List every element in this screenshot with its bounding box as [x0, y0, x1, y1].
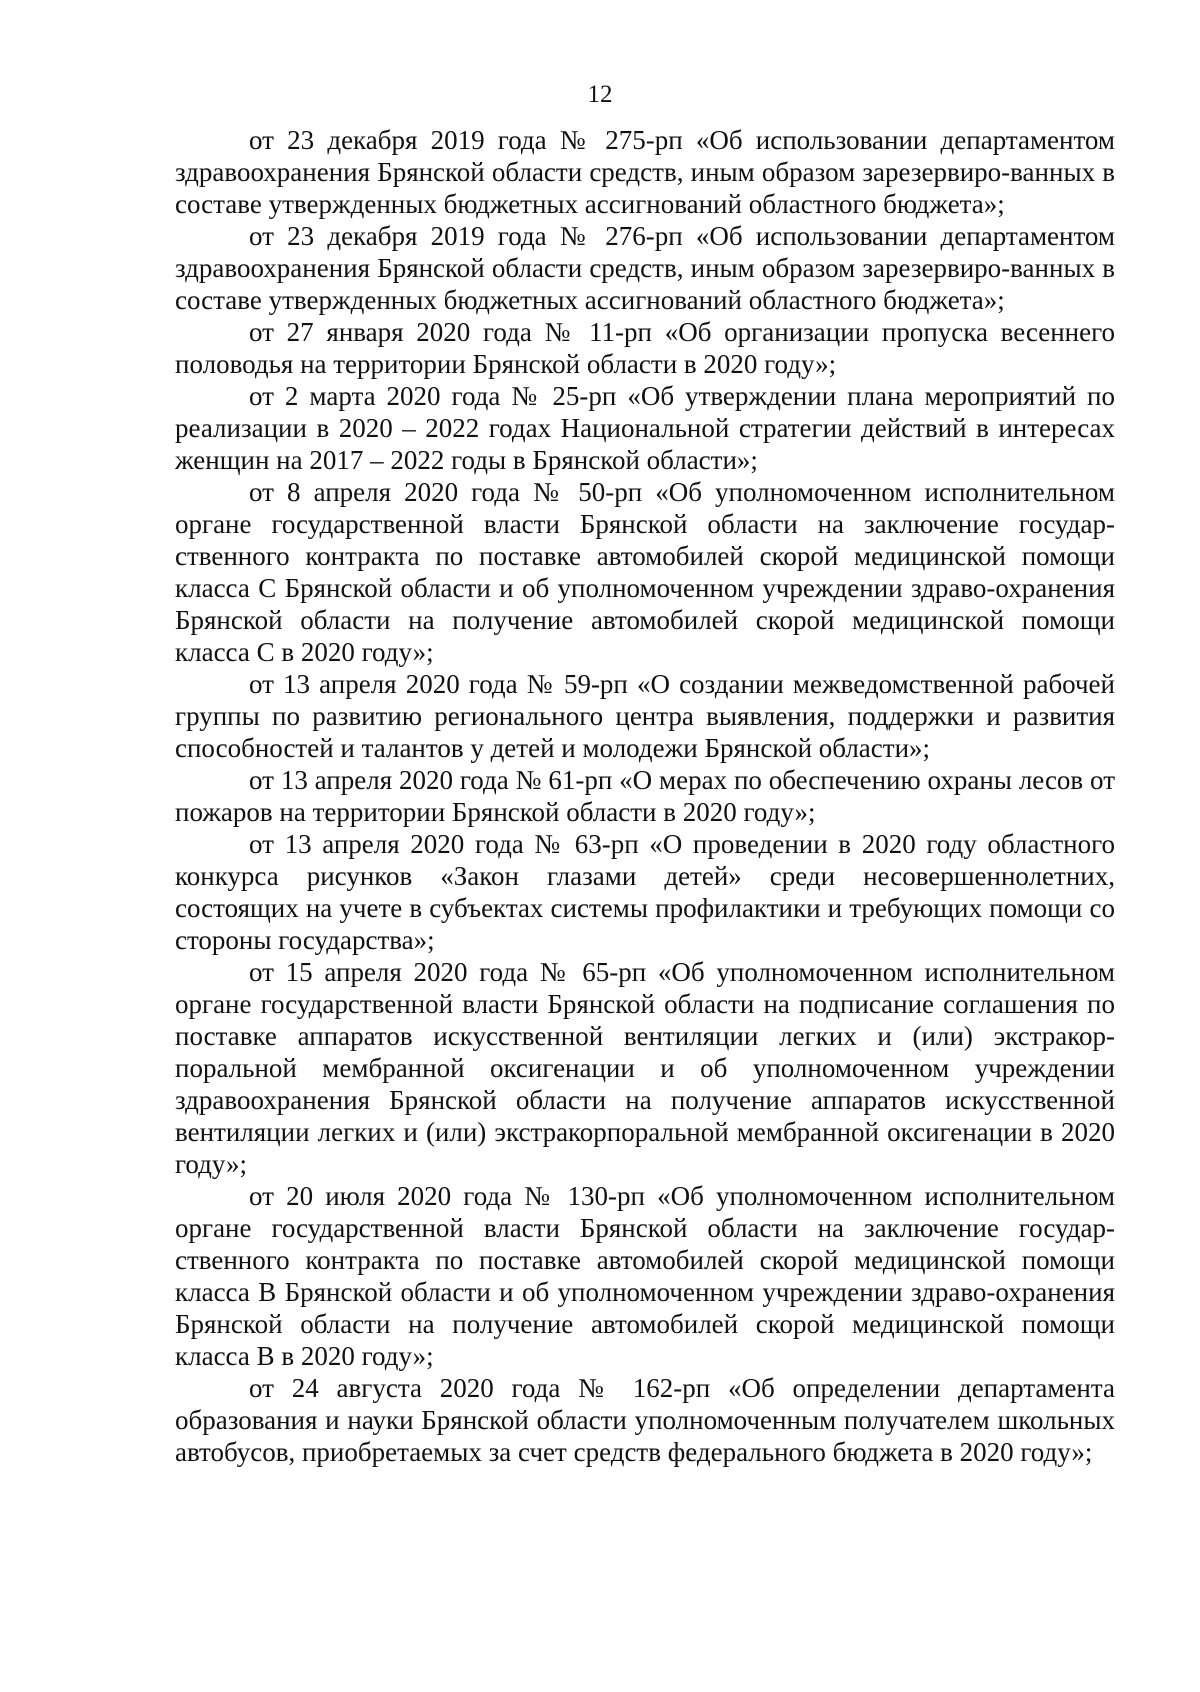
- list-item: от 2 марта 2020 года № 25-рп «Об утверждении плана мероприятий по реализации в 2020 – 2022 годах Национальной стратегии действий в интересах женщин на 2017 – 2022 годы в Брянской области»;: [175, 381, 1115, 475]
- list-item: от 27 января 2020 года № 11-рп «Об организации пропуска весеннего половодья на территории Брянской области в 2020 году»;: [175, 317, 1115, 379]
- list-item: от 13 апреля 2020 года № 61-рп «О мерах по обеспечению охраны лесов от пожаров на территории Брянской области в 2020 году»;: [175, 765, 1115, 827]
- list-item: от 20 июля 2020 года № 130-рп «Об уполномоченном исполнительном органе государственной власти Брянской области на заключение государ-ственного контракта по поставке автомобилей скорой медицинской помощи класса В Брянской области и об уполномоченном учреждении здраво-охранения Брянской области на получение автомобилей скорой медицинской помощи класса В в 2020 году»;: [175, 1181, 1115, 1371]
- list-item: от 8 апреля 2020 года № 50-рп «Об уполномоченном исполнительном органе государственной власти Брянской области на заключение государ-ственного контракта по поставке автомобилей скорой медицинской помощи класса С Брянской области и об уполномоченном учреждении здраво-охранения Брянской области на получение автомобилей скорой медицинской помощи класса С в 2020 году»;: [175, 477, 1115, 667]
- page-number: 12: [587, 81, 613, 108]
- list-item: от 23 декабря 2019 года № 275-рп «Об использовании департаментом здравоохранения Брянской области средств, иным образом зарезервиро-ванных в составе утвержденных бюджетных ассигнований областного бюджета»;: [175, 125, 1115, 219]
- list-item: от 13 апреля 2020 года № 63-рп «О проведении в 2020 году областного конкурса рисунков «Закон глазами детей» среди несовершеннолетних, состоящих на учете в субъектах системы профилактики и требующих помощи со стороны государства»;: [175, 829, 1115, 955]
- list-item: от 24 августа 2020 года № 162-рп «Об определении департамента образования и науки Брянской области уполномоченным получателем школьных автобусов, приобретаемых за счет средств федерального бюджета в 2020 году»;: [175, 1373, 1115, 1467]
- document-body: [175, 124, 1115, 1468]
- list-item: от 15 апреля 2020 года № 65-рп «Об уполномоченном исполнительном органе государственной власти Брянской области на подписание соглашения по поставке аппаратов искусственной вентиляции легких и (или) экстракор-поральной мембранной оксигенации и об уполномоченном учреждении здравоохранения Брянской области на получение аппаратов искусственной вентиляции легких и (или) экстракорпоральной мембранной оксигенации в 2020 году»;: [175, 957, 1115, 1179]
- list-item: от 13 апреля 2020 года № 59-рп «О создании межведомственной рабочей группы по развитию регионального центра выявления, поддержки и развития способностей и талантов у детей и молодежи Брянской области»;: [175, 669, 1115, 763]
- list-item: от 23 декабря 2019 года № 276-рп «Об использовании департаментом здравоохранения Брянской области средств, иным образом зарезервиро-ванных в составе утвержденных бюджетных ассигнований областного бюджета»;: [175, 221, 1115, 315]
